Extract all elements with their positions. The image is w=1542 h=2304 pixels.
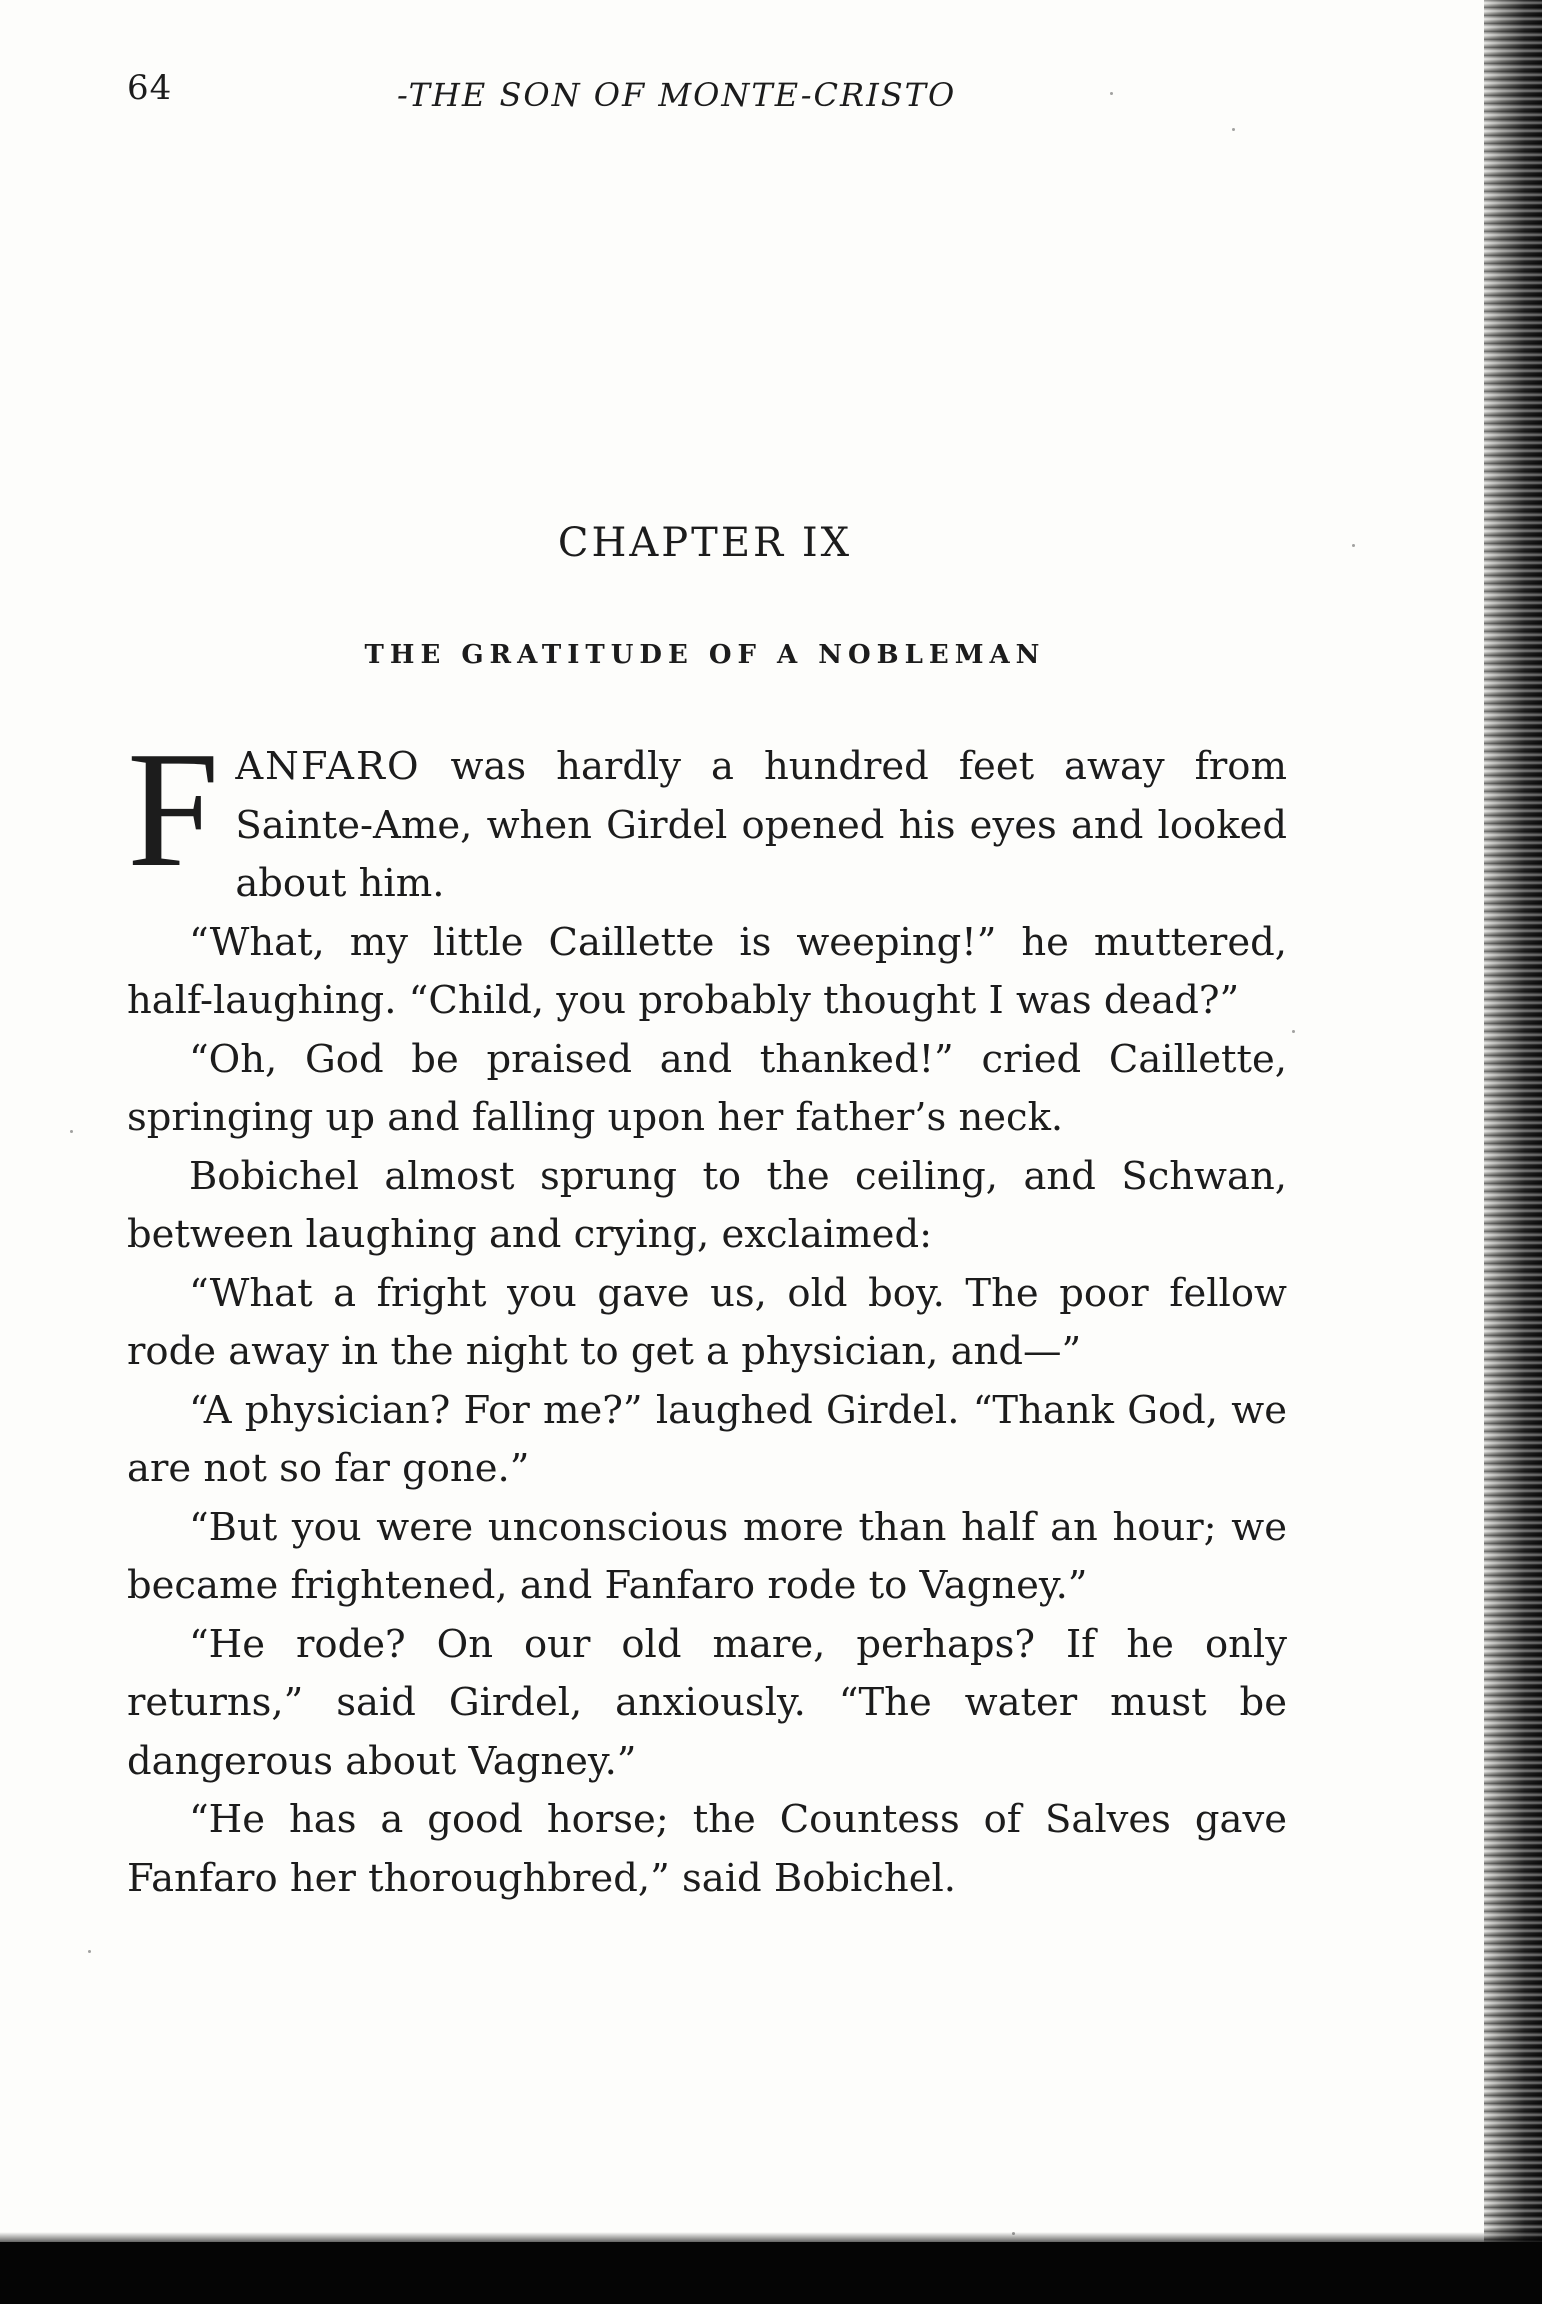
paragraph: “What a fright you gave us, old boy. The poor fellow rode away in the night to get a physician, and—”	[127, 1270, 1287, 1374]
chapter-subtitle: THE GRATITUDE OF A NOBLEMAN	[364, 640, 1046, 670]
paragraph: “A physician? For me?” laughed Girdel. “Thank God, we are not so far gone.”	[127, 1387, 1287, 1491]
scan-speck	[1352, 544, 1355, 547]
paragraph: “He has a good horse; the Countess of Salves gave Fanfaro her thoroughbred,” said Bobichel.	[127, 1797, 1287, 1901]
paragraph: “But you were unconscious more than half an hour; we became frightened, and Fanfaro rode to Vagney.”	[127, 1504, 1287, 1608]
page-number: 64	[127, 68, 173, 108]
page-edge	[1484, 0, 1542, 2304]
scan-speck	[1292, 1030, 1295, 1033]
paragraph: “He rode? On our old mare, perhaps? If he only returns,” said Girdel, anxiously. “The water must be dangerous about Vagney.”	[127, 1621, 1287, 1784]
running-title: -THE SON OF MONTE-CRISTO	[397, 76, 957, 114]
page-header	[127, 68, 1287, 128]
paragraph: “Oh, God be praised and thanked!” cried Caillette, springing up and falling upon her father’s neck.	[127, 1036, 1287, 1140]
paragraph: Bobichel almost sprung to the ceiling, and Schwan, between laughing and crying, exclaimed:	[127, 1153, 1287, 1257]
bottom-shadow	[0, 2232, 1542, 2242]
scan-speck	[70, 1130, 73, 1133]
scan-speck	[88, 1950, 91, 1953]
paragraph-text: was hardly a hundred feet away from Sainte-Ame, when Girdel opened his eyes and looked about him.	[235, 744, 1287, 906]
chapter-title: CHAPTER IX	[557, 520, 853, 566]
paragraph: “What, my little Caillette is weeping!” he muttered, half-laughing. “Child, you probably thought I was dead?”	[127, 919, 1287, 1023]
scan-speck	[1232, 128, 1235, 131]
paragraph	[127, 717, 1287, 914]
first-word: ANFARO	[235, 744, 421, 789]
chapter-body	[127, 717, 1287, 1908]
drop-cap: F	[127, 717, 220, 901]
scan-speck	[1110, 92, 1113, 95]
bottom-band	[0, 2242, 1542, 2304]
